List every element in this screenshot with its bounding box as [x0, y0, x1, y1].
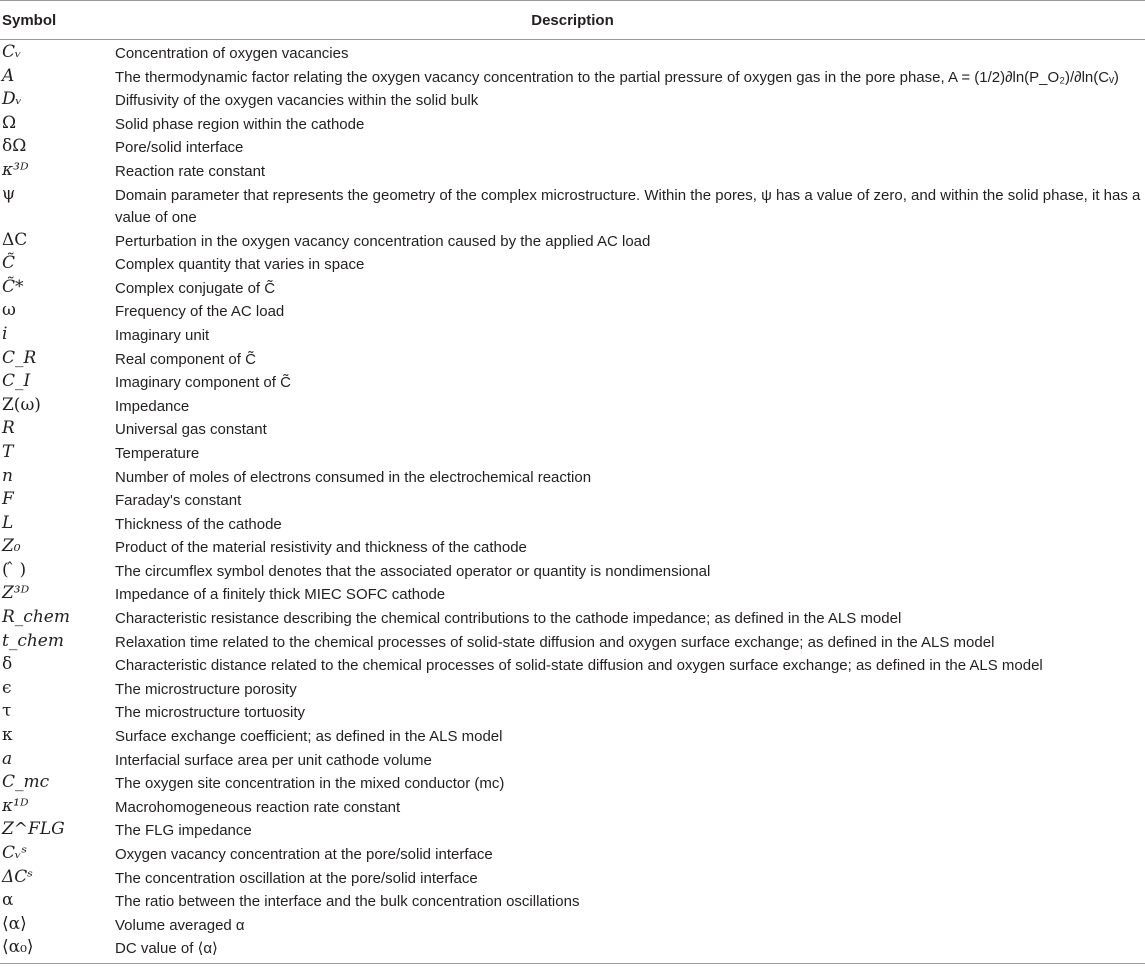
table-row — [0, 723, 1145, 747]
symbol-cell: ( ̂ ) — [2, 559, 27, 580]
description-cell: Characteristic distance related to the chemical processes of solid-state diffusion and oxygen surface exchange; as defined in the ALS model — [115, 657, 1043, 675]
symbol-cell: t_chem — [2, 630, 64, 651]
table-header — [0, 1, 1145, 39]
description-cell: Volume averaged α — [115, 916, 245, 934]
table-row — [0, 747, 1145, 771]
description-cell: Reaction rate constant — [115, 162, 266, 180]
symbol-cell: κ — [2, 725, 13, 746]
table-row — [0, 182, 1145, 228]
table-row — [0, 817, 1145, 841]
table-row — [0, 228, 1145, 252]
symbol-cell: Cᵥˢ — [2, 843, 28, 863]
table-row — [0, 487, 1145, 511]
table-row — [0, 605, 1145, 629]
symbol-cell: C_R — [2, 347, 37, 368]
description-cell: Pore/solid interface — [115, 139, 244, 157]
description-cell: The microstructure porosity — [115, 680, 297, 698]
table-row — [0, 416, 1145, 440]
symbol-cell: ΔCˢ — [2, 866, 34, 887]
description-cell: Real component of C̃ — [115, 350, 256, 368]
symbol-cell: Dᵥ — [2, 89, 22, 110]
symbol-cell: Z₀ — [2, 536, 21, 557]
table-row — [0, 935, 1145, 959]
description-cell: Universal gas constant — [115, 421, 267, 439]
symbol-cell: ⟨α₀⟩ — [2, 937, 34, 958]
table-row — [0, 652, 1145, 676]
symbol-cell: A — [2, 65, 15, 86]
description-cell: Complex conjugate of C̃ — [115, 279, 276, 297]
symbol-cell: τ — [2, 701, 12, 722]
symbol-cell: Z^FLG — [2, 819, 65, 840]
symbol-cell: δ — [2, 654, 13, 675]
description-cell: Temperature — [115, 444, 200, 462]
table-row — [0, 865, 1145, 889]
description-cell: Faraday's constant — [115, 492, 242, 510]
description-cell: Characteristic resistance describing the chemical contributions to the cathode impedance; as defined in the ALS model — [115, 610, 902, 628]
description-cell: Thickness of the cathode — [115, 515, 282, 533]
symbol-cell: ω — [2, 300, 16, 321]
description-cell: The oxygen site concentration in the mixed conductor (mc) — [115, 775, 505, 793]
description-cell: Concentration of oxygen vacancies — [115, 45, 349, 62]
description-cell: The circumflex symbol denotes that the associated operator or quantity is nondimensional — [115, 562, 711, 580]
symbol-cell: Cᵥ — [2, 42, 22, 62]
table-row — [0, 676, 1145, 700]
header-description: Description — [531, 12, 614, 29]
description-cell: Diffusivity of the oxygen vacancies within the solid bulk — [115, 92, 479, 110]
table-row — [0, 629, 1145, 653]
description-cell: Solid phase region within the cathode — [115, 115, 365, 133]
description-cell: Impedance — [115, 397, 190, 415]
description-cell: The FLG impedance — [115, 822, 252, 840]
table-row — [0, 251, 1145, 275]
table-row — [0, 158, 1145, 182]
header-symbol: Symbol — [2, 12, 57, 29]
table-row — [0, 393, 1145, 417]
symbol-cell: δΩ — [2, 136, 27, 157]
description-cell: Imaginary unit — [115, 326, 210, 344]
description-cell: Imaginary component of C̃ — [115, 374, 291, 392]
description-cell: Interfacial surface area per unit cathode volume — [115, 751, 432, 769]
symbol-cell: κ³ᴰ — [2, 159, 29, 180]
description-cell: Number of moles of electrons consumed in the electrochemical reaction — [115, 468, 592, 486]
symbol-cell: ϵ — [2, 677, 12, 698]
table-row — [0, 888, 1145, 912]
table-row — [0, 841, 1145, 865]
table-row — [0, 511, 1145, 535]
table-row — [0, 534, 1145, 558]
table-row — [0, 298, 1145, 322]
description-cell: The concentration oscillation at the pore/solid interface — [115, 869, 478, 887]
table-row — [0, 794, 1145, 818]
table-row — [0, 699, 1145, 723]
symbol-cell: R_chem — [2, 607, 70, 628]
symbol-cell: Z³ᴰ — [2, 583, 30, 604]
symbol-cell: T — [2, 441, 14, 462]
description-cell: Oxygen vacancy concentration at the pore/solid interface — [115, 846, 493, 863]
symbol-cell: C̃ — [2, 253, 16, 274]
table-row — [0, 558, 1145, 582]
symbol-cell: R — [2, 418, 15, 439]
description-cell: Complex quantity that varies in space — [115, 256, 365, 274]
description-cell: The microstructure tortuosity — [115, 704, 306, 722]
description-cell: The thermodynamic factor relating the oxygen vacancy concentration to the partial pressure of oxygen gas in the pore phase, A = (1/2)∂ln(P_O₂)/∂ln(Cᵥ) — [115, 68, 1119, 86]
table-row — [0, 912, 1145, 936]
symbol-cell: L — [2, 512, 14, 533]
table-row — [0, 87, 1145, 111]
description-cell: Macrohomogeneous reaction rate constant — [115, 798, 401, 816]
description-cell: Relaxation time related to the chemical processes of solid-state diffusion and oxygen surface exchange; as defined in the ALS model — [115, 633, 995, 651]
symbol-cell: i — [2, 323, 8, 344]
description-cell: Frequency of the AC load — [115, 303, 285, 321]
symbol-cell: C_I — [2, 371, 31, 392]
table-body — [0, 40, 1145, 959]
symbol-cell: a — [2, 748, 13, 769]
symbol-cell: C̃* — [2, 276, 24, 297]
table-row — [0, 464, 1145, 488]
description-cell: DC value of ⟨α⟩ — [115, 940, 218, 958]
table-row — [0, 40, 1145, 64]
symbol-cell: Ω — [2, 112, 17, 133]
description-cell: Surface exchange coefficient; as defined in the ALS model — [115, 728, 503, 746]
description-cell: The ratio between the interface and the bulk concentration oscillations — [115, 893, 580, 911]
symbol-cell: n — [2, 465, 13, 486]
table-row — [0, 111, 1145, 135]
symbol-cell: ψ — [2, 183, 16, 204]
table-row — [0, 770, 1145, 794]
table-row — [0, 275, 1145, 299]
description-cell: Domain parameter that represents the geometry of the complex microstructure. Within the pores, ψ has a value of zero, and within the solid phase, it has a value of one — [115, 186, 1141, 226]
table-row — [0, 369, 1145, 393]
table-row — [0, 581, 1145, 605]
symbol-cell: ΔC — [2, 229, 28, 250]
symbol-cell: α — [2, 890, 14, 911]
symbol-cell: C_mc — [2, 772, 50, 793]
table-row — [0, 440, 1145, 464]
description-cell: Impedance of a finitely thick MIEC SOFC cathode — [115, 586, 446, 604]
table-row — [0, 346, 1145, 370]
description-cell: Perturbation in the oxygen vacancy concentration caused by the applied AC load — [115, 232, 651, 250]
bottom-rule — [0, 963, 1145, 964]
symbol-cell: ⟨α⟩ — [2, 913, 27, 934]
symbol-cell: Z(ω) — [2, 394, 41, 415]
symbol-cell: F — [2, 489, 14, 510]
table-row — [0, 322, 1145, 346]
table-row — [0, 134, 1145, 158]
symbol-cell: κ¹ᴰ — [2, 795, 29, 816]
description-cell: Product of the material resistivity and thickness of the cathode — [115, 539, 527, 557]
table-row — [0, 64, 1145, 88]
